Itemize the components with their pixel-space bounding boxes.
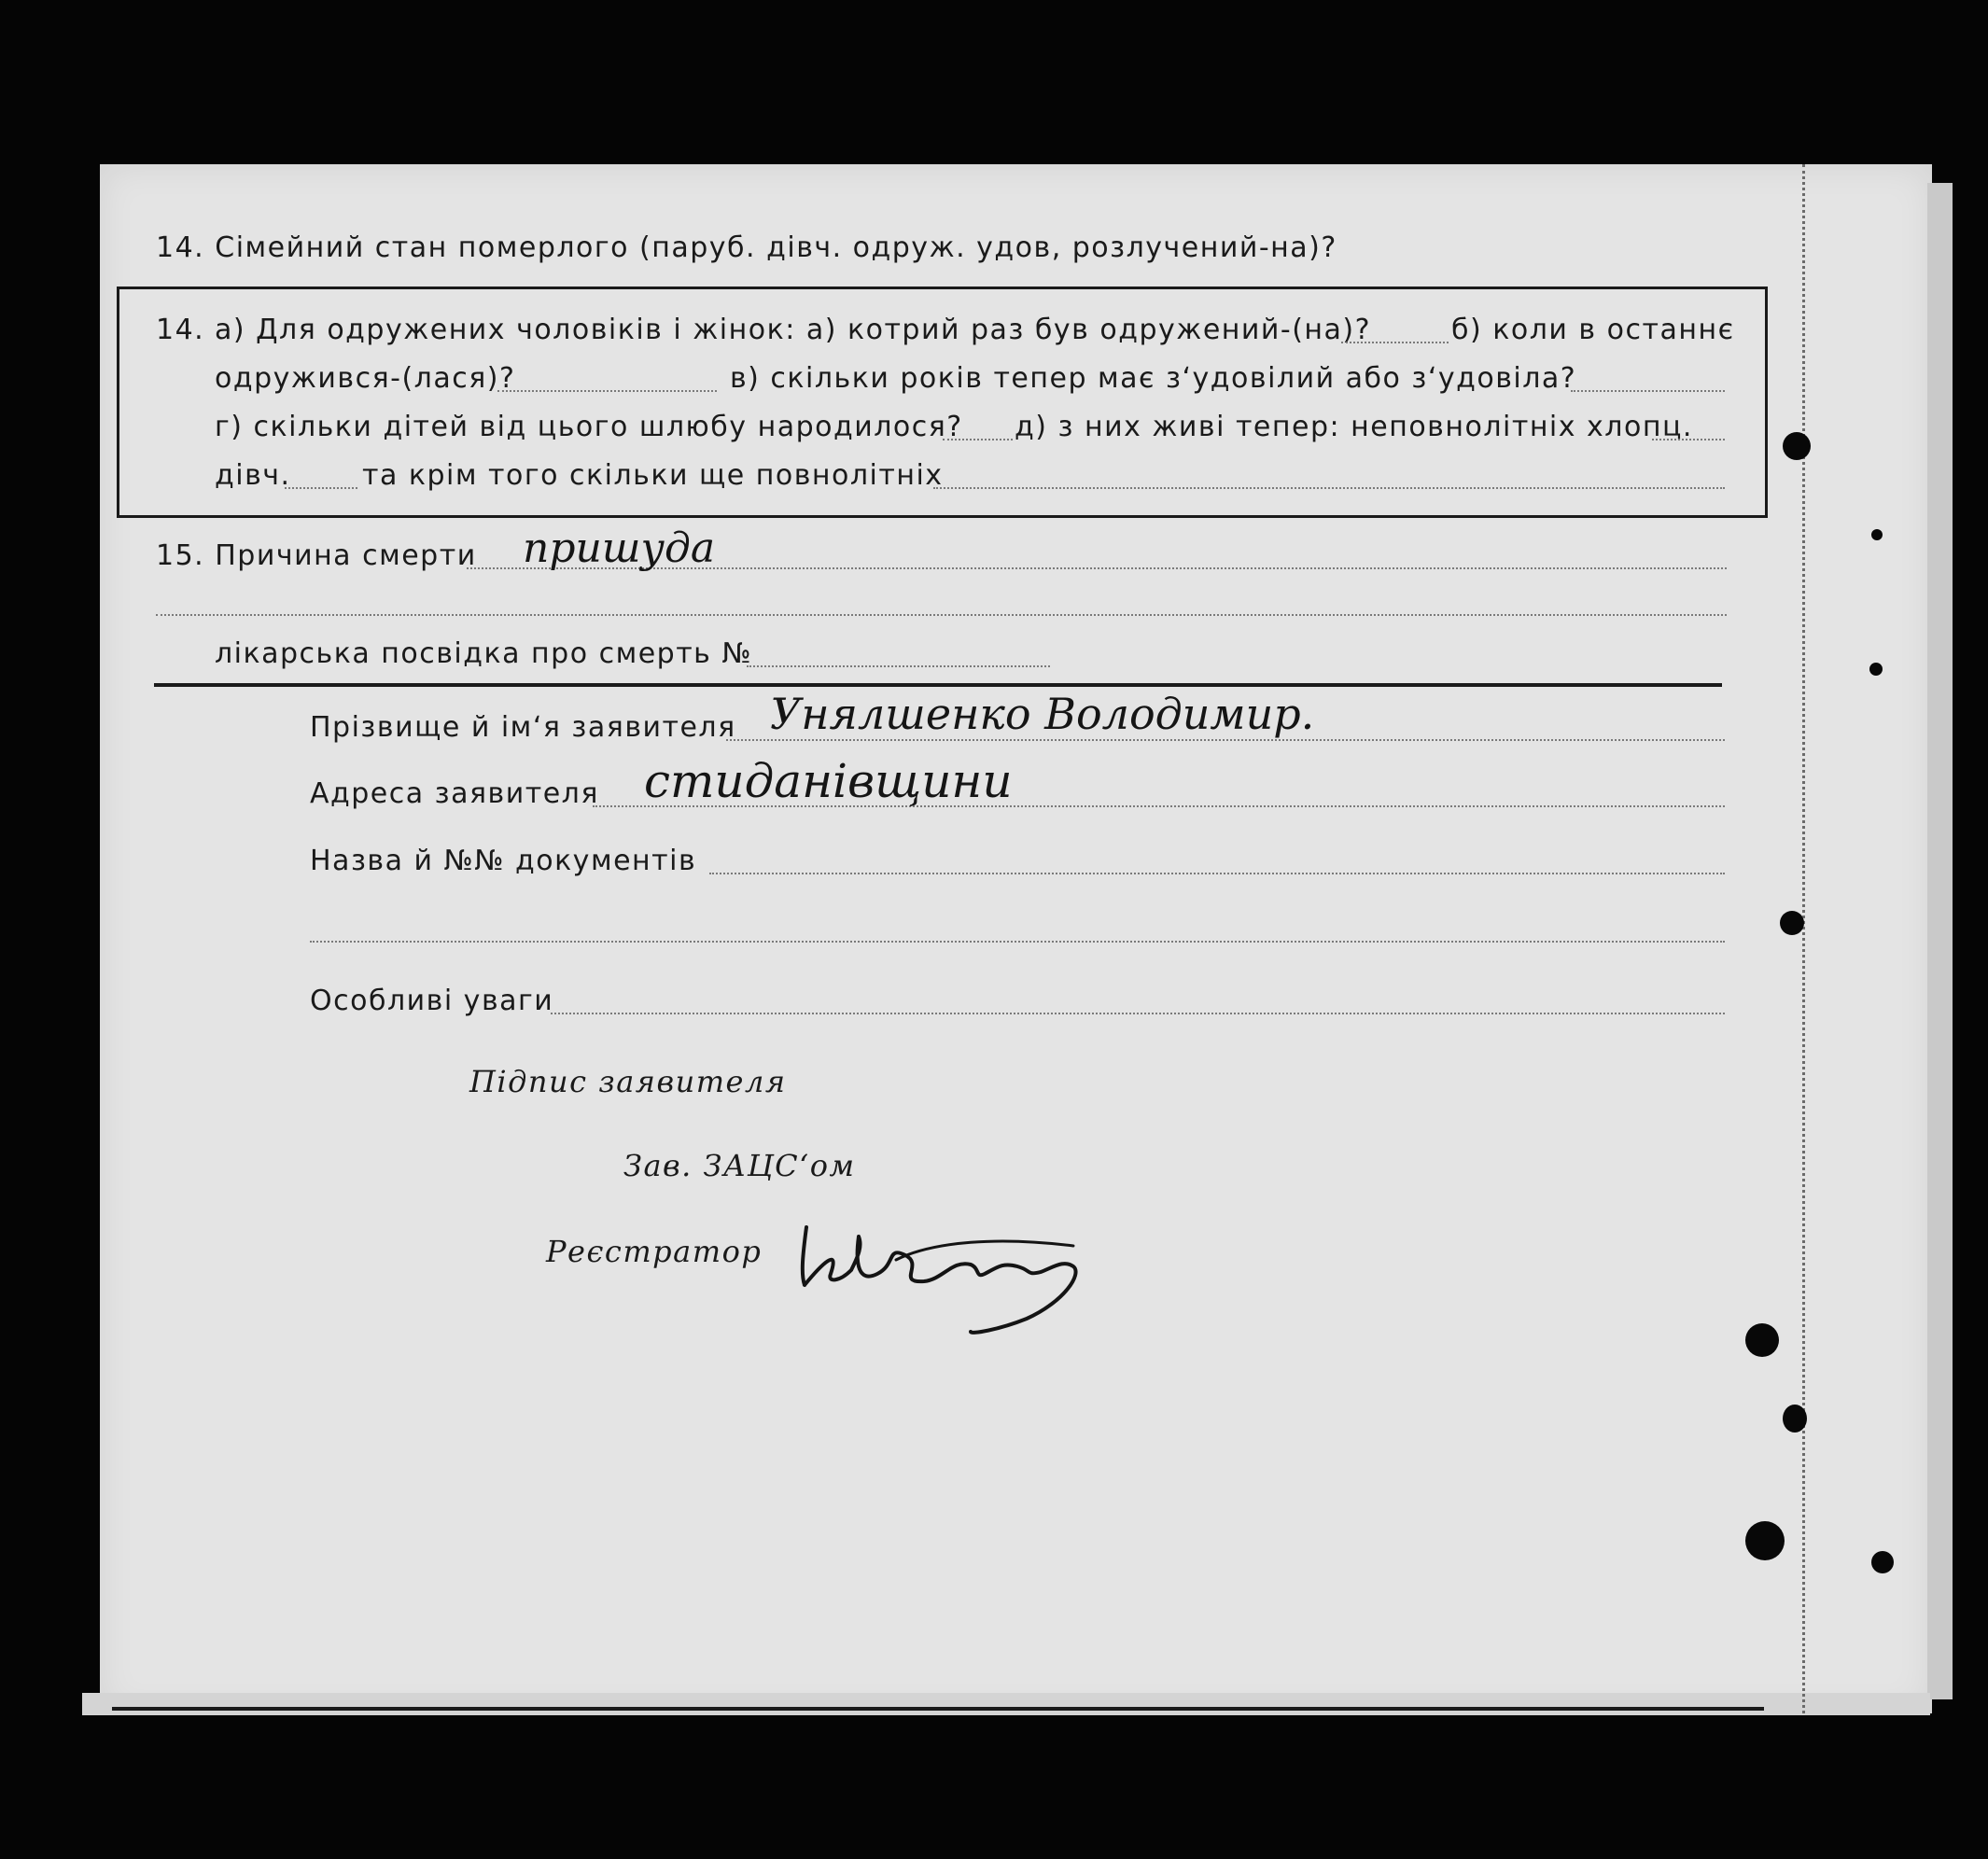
fill-line [943,439,1013,440]
question-14a-marriage-count: а) Для одружених чоловіків і жінок: а) котрий раз був одружений-(на)? [215,314,1372,346]
applicant-signature-label: Підпис заявителя [469,1064,787,1099]
question-14b-last-marriage: б) коли в останнє [1451,314,1735,346]
fill-line [1571,390,1725,392]
punch-hole [1783,1405,1807,1433]
punch-hole [1869,663,1883,676]
fill-line [933,487,1725,489]
perforation-line [1802,164,1805,1713]
fill-line [310,941,1725,943]
registrar-signature [793,1209,1111,1339]
handwritten-cause: пришуда [523,524,716,572]
punch-hole [1745,1323,1779,1357]
punch-hole [1871,1551,1894,1573]
question-14d-adults: та крім того скільки ще повнолітніх [362,459,944,492]
registrar-label: Реєстратор [546,1234,763,1269]
fill-line [285,487,357,489]
zags-head-label: Зав. ЗАЦС‘ом [623,1148,856,1183]
fill-line [747,665,1050,667]
medical-certificate-label: лікарська посвідка про смерть № [215,637,753,670]
handwritten-applicant-name: Унялшенко Володимир. [770,689,1315,739]
handwritten-applicant-address: стиданівщини [644,754,1013,808]
question-14d-girls: дівч. [215,459,291,492]
applicant-address-label: Адреса заявителя [310,777,599,810]
fill-line [1341,342,1449,343]
fill-line [551,1013,1725,1014]
question-14g-children: г) скільки дітей від цього шлюбу народилося? [215,411,963,443]
fill-line [726,739,1725,741]
section-divider [154,683,1722,687]
fill-line [1652,439,1725,440]
question-14b-continued: одружився-(лася)? [215,362,516,395]
bottom-rule [112,1707,1764,1711]
question-14-marital-status: 14. Сімейний стан померлого (паруб. дівч. одруж. удов, розлучений-на)? [156,231,1337,264]
sheet-edge [1927,183,1953,1699]
fill-line [497,390,717,392]
remarks-label: Особливі уваги [310,985,554,1017]
documents-label: Назва й №№ документів [310,845,697,877]
punch-hole [1871,529,1883,540]
sheet-bottom-edge [82,1693,1930,1715]
punch-hole [1783,432,1811,460]
question-14a-number: 14. [156,314,205,346]
punch-hole [1745,1521,1785,1560]
question-14c-widowed-years: в) скільки років тепер має з‘удовілий або з‘удовіла? [730,362,1577,395]
fill-line [156,614,1727,616]
question-15-cause-of-death: 15. Причина смерти [156,539,477,572]
punch-hole [1780,911,1804,935]
fill-line [709,873,1725,874]
question-14d-living-boys: д) з них живі тепер: неповнолітніх хлопц. [1015,411,1693,443]
applicant-name-label: Прізвище й ім‘я заявителя [310,711,736,744]
